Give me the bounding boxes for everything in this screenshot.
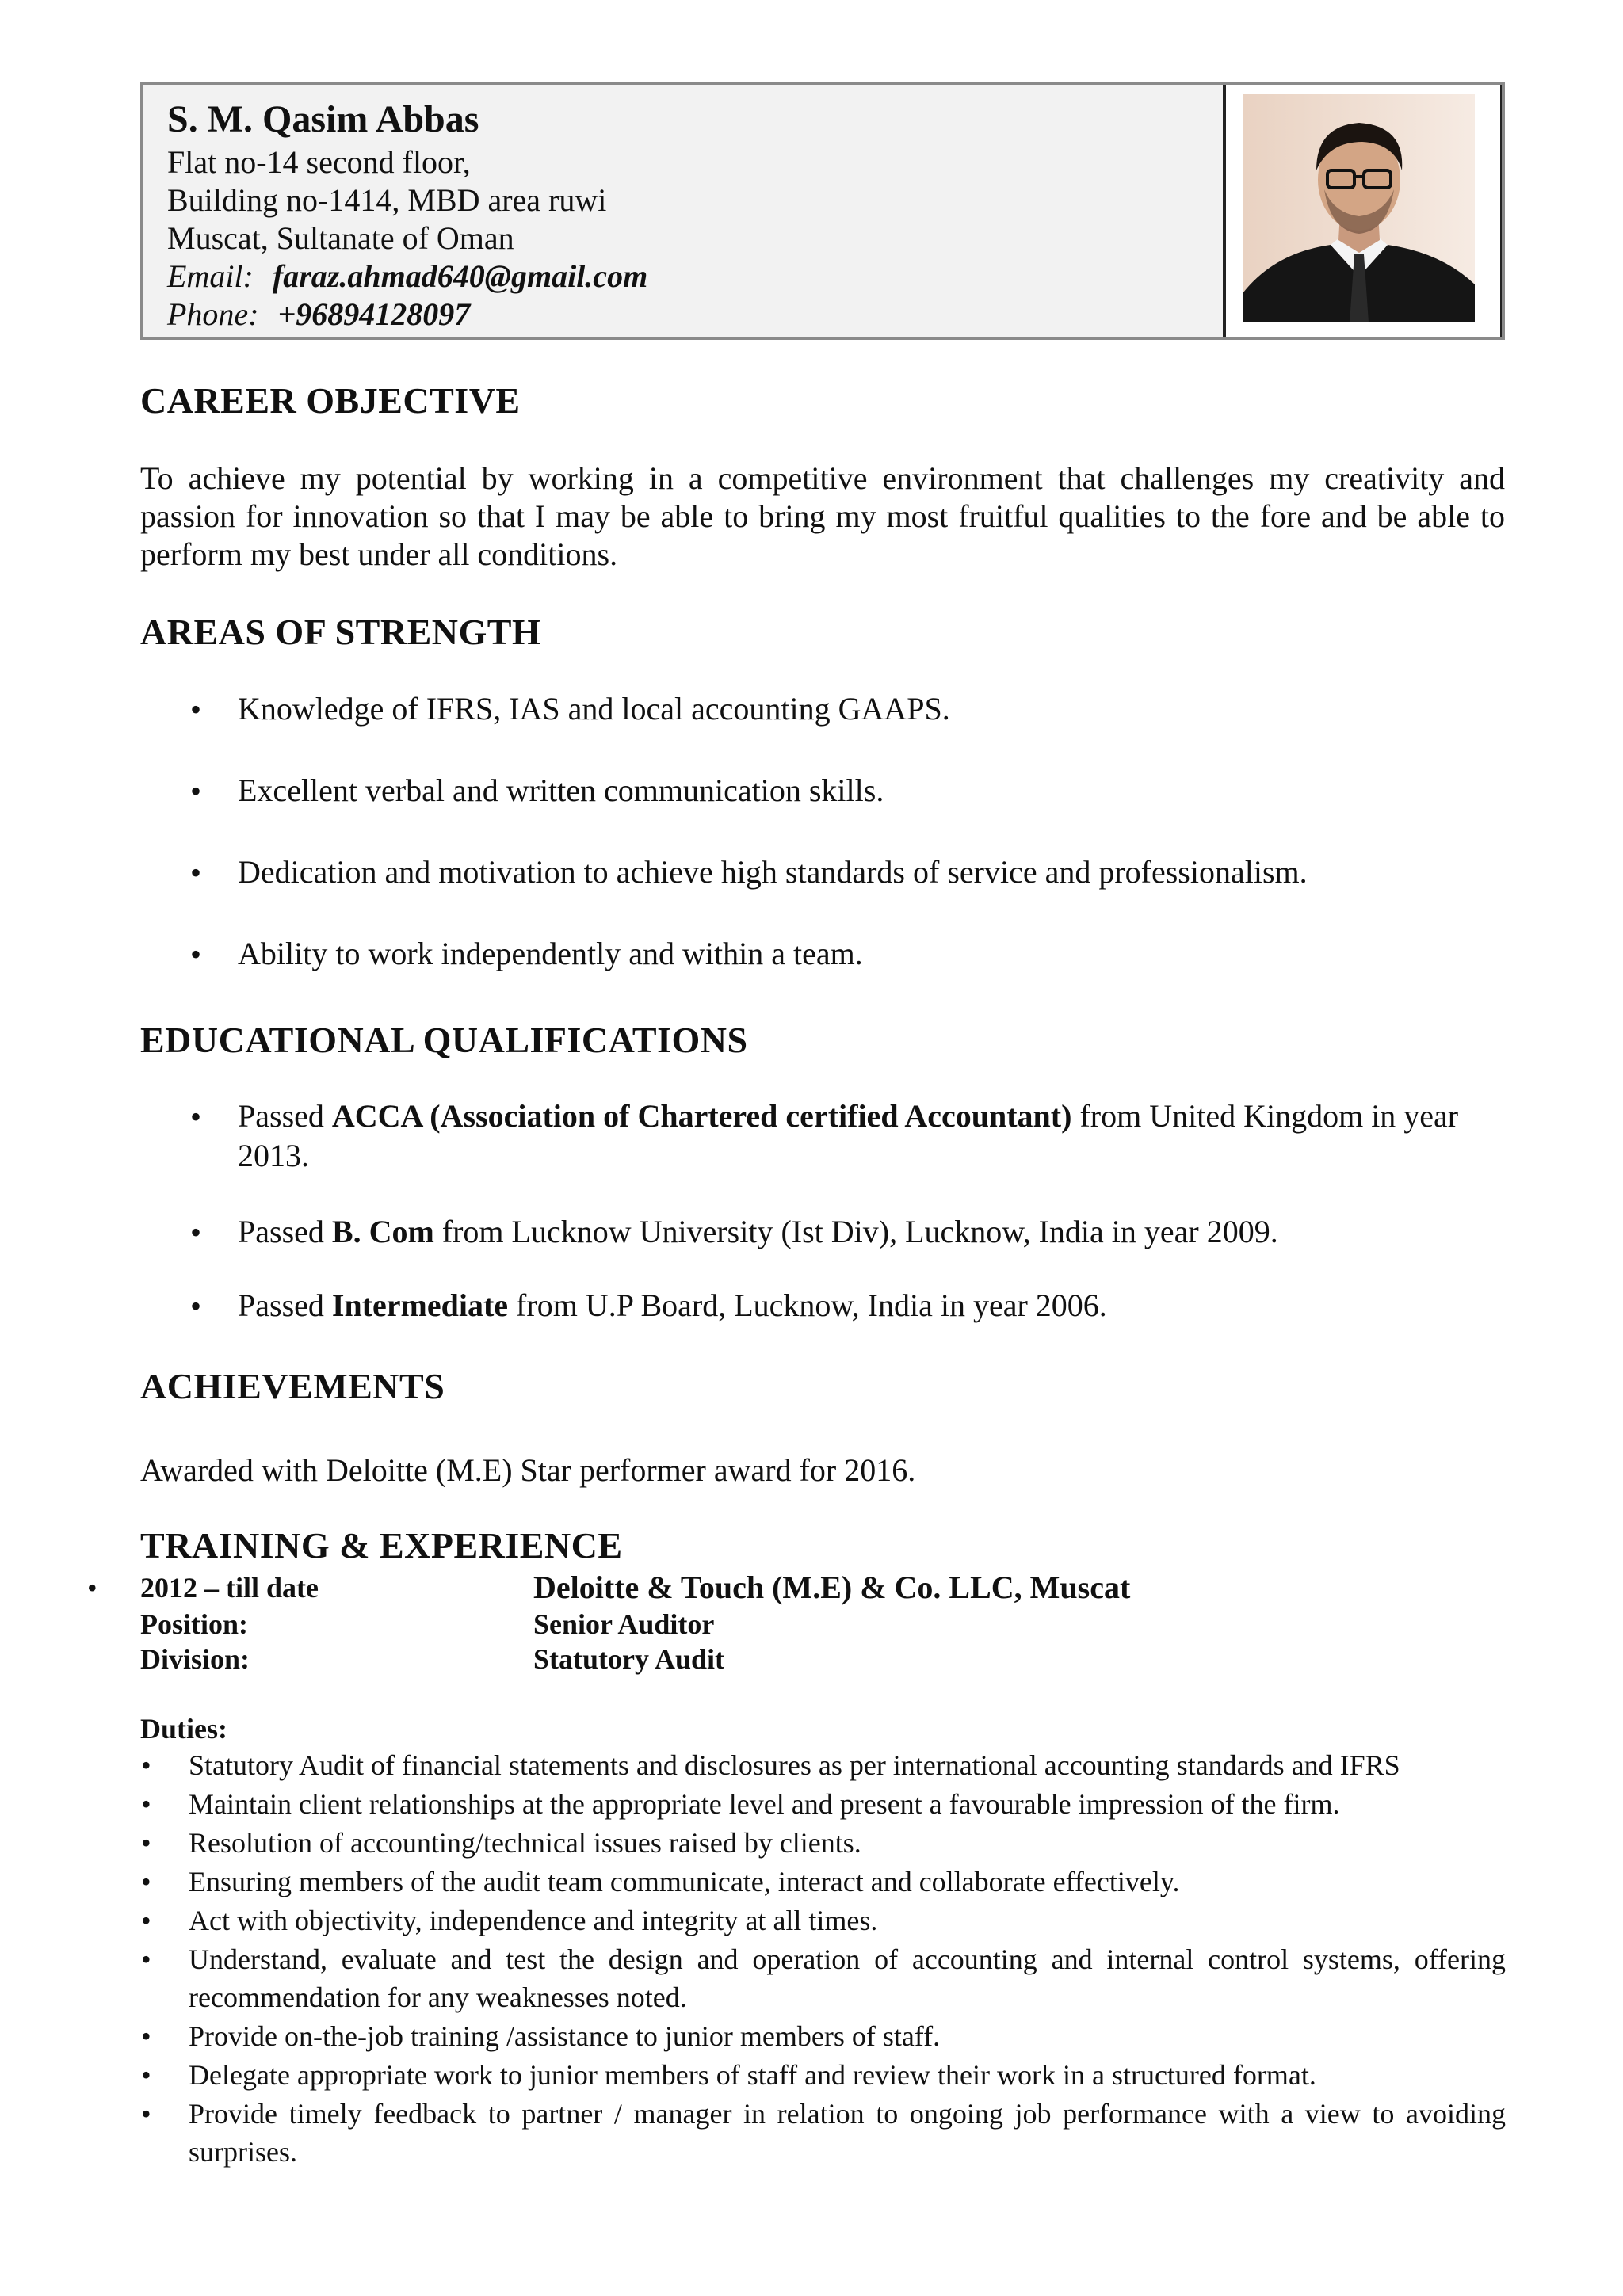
duty-item: Maintain client relationships at the appropriate level and present a favourable impression of the firm.: [189, 1788, 1340, 1820]
position-value: Senior Auditor: [533, 1608, 715, 1640]
phone-value: +96894128097: [277, 296, 471, 332]
bullet-icon: •: [141, 1788, 151, 1820]
duty-item: Act with objectivity, independence and integrity at all times.: [189, 1905, 878, 1936]
bullet-icon: •: [141, 2098, 151, 2130]
address-line-1: Flat no-14 second floor,: [167, 144, 471, 180]
division-value: Statutory Audit: [533, 1643, 725, 1675]
strength-item: Knowledge of IFRS, IAS and local accounting GAAPS.: [238, 691, 950, 727]
bullet-icon: •: [141, 2059, 151, 2091]
bullet-icon: •: [190, 1099, 202, 1135]
strength-item: Dedication and motivation to achieve high standards of service and professionalism.: [238, 854, 1308, 890]
duty-item: Resolution of accounting/technical issues raised by clients.: [189, 1827, 861, 1859]
bullet-icon: •: [190, 1215, 202, 1250]
duty-item: Delegate appropriate work to junior members of staff and review their work in a structured format.: [189, 2059, 1316, 2091]
profile-photo: [1243, 94, 1475, 322]
experience-period: 2012 – till date: [140, 1572, 319, 1604]
achievements-heading: ACHIEVEMENTS: [140, 1366, 445, 1406]
bullet-icon: •: [190, 1288, 202, 1324]
duty-item: Statutory Audit of financial statements and disclosures as per international accounting standards and IFRS: [189, 1749, 1400, 1781]
career-objective-text: To achieve my potential by working in a competitive environment that challenges my creativity and passion for innovation so that I may be able to bring my most fruitful qualities to the fore and be able to perform my best under all conditions.: [140, 460, 1505, 572]
achievements-text: Awarded with Deloitte (M.E) Star performer award for 2016.: [140, 1452, 916, 1488]
career-objective-heading: CAREER OBJECTIVE: [140, 380, 521, 421]
bullet-icon: •: [190, 692, 202, 727]
candidate-name: S. M. Qasim Abbas: [167, 98, 479, 140]
education-item: Passed ACCA (Association of Chartered certified Accountant) from United Kingdom in year 2013.: [238, 1098, 1459, 1173]
bullet-icon: •: [141, 1943, 151, 1975]
email-value[interactable]: faraz.ahmad640@gmail.com: [272, 258, 648, 294]
phone-line: [167, 296, 1356, 334]
phone-label: Phone:: [167, 296, 259, 332]
duty-item: Ensuring members of the audit team communicate, interact and collaborate effectively.: [189, 1866, 1180, 1897]
duty-item: Understand, evaluate and test the design and operation of accounting and internal control systems, offering recommendation for any weaknesses noted.: [189, 1943, 1506, 2013]
bullet-icon: •: [141, 1827, 151, 1859]
address-line-2: Building no-1414, MBD area ruwi: [167, 182, 607, 218]
education-heading: EDUCATIONAL QUALIFICATIONS: [140, 1020, 748, 1060]
education-item: Passed Intermediate from U.P Board, Lucknow, India in year 2006.: [238, 1287, 1107, 1323]
education-item: Passed B. Com from Lucknow University (Ist Div), Lucknow, India in year 2009.: [238, 1214, 1278, 1249]
contact-details: [167, 96, 1356, 334]
strength-item: Excellent verbal and written communication skills.: [238, 772, 884, 808]
email-line: [167, 257, 1356, 296]
duty-item: Provide timely feedback to partner / manager in relation to ongoing job performance with a view to avoiding surprises.: [189, 2098, 1506, 2168]
bullet-icon: •: [190, 855, 202, 891]
bullet-icon: •: [190, 773, 202, 809]
bullet-icon: •: [141, 1749, 151, 1781]
experience-heading: TRAINING & EXPERIENCE: [140, 1525, 623, 1566]
division-label: Division:: [140, 1643, 250, 1675]
strengths-heading: AREAS OF STRENGTH: [140, 612, 541, 652]
duties-heading: Duties:: [140, 1713, 227, 1745]
experience-company: Deloitte & Touch (M.E) & Co. LLC, Muscat: [533, 1569, 1131, 1605]
bullet-icon: •: [141, 1905, 151, 1936]
bullet-icon: •: [141, 1866, 151, 1897]
position-label: Position:: [140, 1608, 249, 1640]
strength-item: Ability to work independently and within a team.: [238, 936, 863, 971]
contact-header-box: [140, 82, 1505, 340]
address-line-3: Muscat, Sultanate of Oman: [167, 220, 514, 256]
photo-frame: [1223, 85, 1502, 337]
bullet-icon: •: [141, 2020, 151, 2052]
email-label: Email:: [167, 258, 254, 294]
bullet-icon: •: [87, 1572, 97, 1604]
bullet-icon: •: [190, 936, 202, 972]
duty-item: Provide on-the-job training /assistance to junior members of staff.: [189, 2020, 941, 2052]
